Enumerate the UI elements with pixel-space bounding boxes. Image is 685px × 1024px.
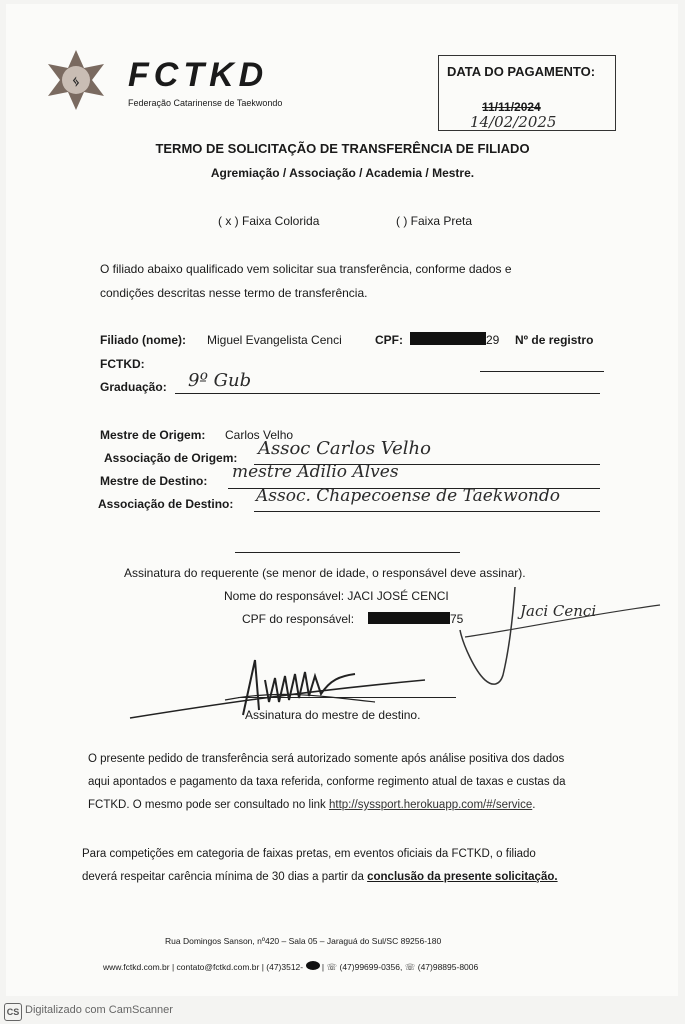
footer-address: Rua Domingos Sanson, nº420 – Sala 05 – Jaraguá do Sul/SC 89256-180 (165, 936, 442, 946)
assoc-destino-line[interactable] (254, 511, 600, 512)
competition-line-2 (82, 871, 558, 883)
filiado-cpf-suffix: 29 (486, 333, 500, 347)
payment-date-handwritten: 14/02/2025 (470, 113, 557, 131)
notice-line-2: aqui apontados e pagamento da taxa referida, conforme regimento atual de taxas e custas da (88, 776, 566, 788)
registro-line[interactable] (480, 371, 604, 372)
logo-text: FCTKD (128, 56, 269, 94)
cpf-redaction (410, 332, 486, 345)
footer-phone-2: (47)99699-0356, (339, 962, 403, 972)
notice-line-1: O presente pedido de transferência será autorizado somente após análise positiva dos dados (88, 753, 565, 765)
requerente-caption: Assinatura do requerente (se menor de idade, o responsável deve assinar). (124, 566, 526, 580)
graduacao-line[interactable] (175, 393, 600, 394)
payment-date-label: DATA DO PAGAMENTO: (447, 64, 596, 79)
assoc-origem-value: Assoc Carlos Velho (258, 438, 431, 459)
competition-line-2-prefix: deverá respeitar carência mínima de 30 dias a partir da (82, 871, 364, 883)
service-link[interactable]: http://syssport.herokuapp.com/#/service (328, 799, 533, 811)
payment-date-struck: 11/11/2024 (482, 100, 541, 114)
filiado-cpf-label: CPF: (375, 333, 403, 347)
whatsapp-icon-2: ☏ (404, 962, 416, 972)
filiado-name-value: Miguel Evangelista Cenci (207, 333, 342, 347)
requerente-signature-line[interactable] (235, 552, 460, 553)
responsavel-signature-stroke (455, 575, 665, 695)
responsavel-name: Nome do responsável: JACI JOSÉ CENCI (224, 589, 449, 603)
footer-separator: | (321, 962, 325, 972)
filiado-name-label: Filiado (nome): (100, 333, 186, 347)
mestre-origem-label: Mestre de Origem: (100, 428, 206, 442)
whatsapp-icon: ☏ (326, 962, 338, 972)
document-subtitle: Agremiação / Associação / Academia / Mestre. (210, 166, 475, 180)
phone-redaction (306, 961, 320, 970)
camscanner-text: Digitalizado com CamScanner (25, 1004, 173, 1016)
mestre-caption: Assinatura do mestre de destino. (245, 708, 421, 722)
mestre-signature-line[interactable] (238, 697, 456, 698)
responsavel-cpf-label: CPF do responsável: (242, 612, 355, 626)
option-faixa-preta[interactable]: ( ) Faixa Preta (396, 214, 473, 228)
footer-contacts-text: www.fctkd.com.br | contato@fctkd.com.br | (47)3512- (103, 962, 304, 972)
notice-line-3 (88, 799, 535, 811)
responsavel-cpf-suffix: 75 (450, 612, 464, 626)
responsavel-signature: Jaci Cenci (520, 602, 597, 620)
responsavel-cpf-redaction (368, 612, 450, 624)
intro-line-2: condições descritas nesse termo de transferência. (100, 286, 368, 300)
option-faixa-colorida[interactable]: ( x ) Faixa Colorida (218, 214, 320, 228)
assoc-origem-label: Associação de Origem: (104, 451, 238, 465)
mestre-origem-value: Carlos Velho (225, 428, 294, 442)
camscanner-badge: CS (4, 1003, 22, 1021)
graduacao-value: 9º Gub (188, 370, 252, 391)
notice-line-3-prefix: FCTKD. O mesmo pode ser consultado no link (88, 799, 326, 811)
graduacao-label: Graduação: (100, 380, 167, 394)
notice-line-3-suffix: . (532, 799, 536, 811)
footer-phone-3: (47)98895-8006 (417, 962, 479, 972)
mestre-destino-value: mestre Adilio Alves (232, 462, 399, 482)
competition-line-1: Para competições em categoria de faixas pretas, em eventos oficiais da FCTKD, o filiado (82, 848, 536, 860)
filiado-fctkd-label: FCTKD: (100, 357, 145, 371)
footer-contacts (103, 961, 478, 973)
competition-emphasis: conclusão da presente solicitação. (367, 871, 558, 883)
mestre-destino-label: Mestre de Destino: (100, 474, 208, 488)
assoc-destino-label: Associação de Destino: (98, 497, 234, 511)
document-title: TERMO DE SOLICITAÇÃO DE TRANSFERÊNCIA DE FILIADO (155, 141, 530, 156)
svg-text:ᛃ: ᛃ (71, 74, 81, 90)
logo-emblem (44, 48, 108, 112)
filiado-registro-label: Nº de registro (515, 333, 594, 347)
logo-subtitle: Federação Catarinense de Taekwondo (128, 98, 283, 108)
assoc-destino-value: Assoc. Chapecoense de Taekwondo (256, 486, 560, 506)
intro-line-1: O filiado abaixo qualificado vem solicitar sua transferência, conforme dados e (100, 262, 512, 276)
